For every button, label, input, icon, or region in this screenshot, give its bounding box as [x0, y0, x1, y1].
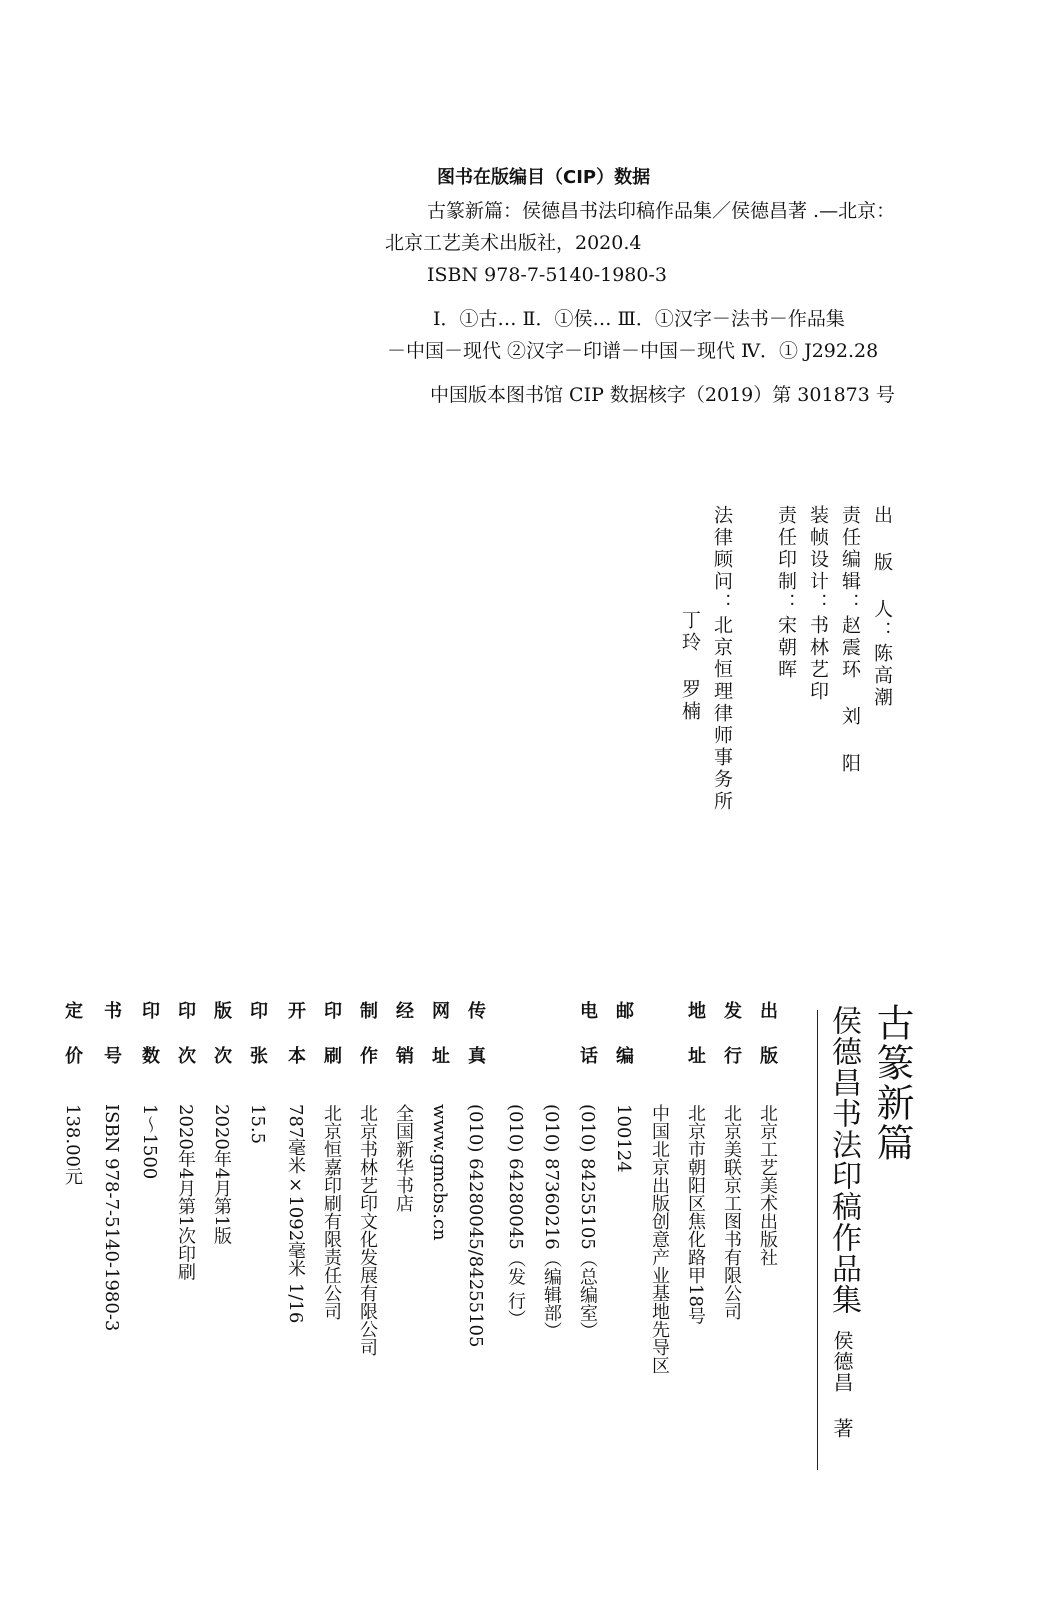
imprint-value-printer: 北京恒嘉印刷有限责任公司: [321, 1104, 342, 1320]
imprint-label-retailer: 经销: [393, 1001, 414, 1091]
staff-lawyers: 丁玲 罗楠: [679, 610, 701, 723]
imprint-value-publisher: 北京工艺美术出版社: [757, 1104, 778, 1266]
imprint-label-phone: 电话: [577, 1001, 598, 1091]
staff-legal-counsel: 法律顾问：北京恒理律师事务所: [711, 505, 733, 813]
imprint-value-website: www.gmcbs.cn: [429, 1104, 450, 1241]
cip-title: 图书在版编目（CIP）数据: [437, 167, 651, 188]
imprint-label-isbn: 书号: [101, 1001, 122, 1091]
imprint-label-printer: 印刷: [321, 1001, 342, 1091]
imprint-label-distributor: 发行: [721, 1001, 742, 1091]
imprint-label-postcode: 邮编: [613, 1001, 634, 1091]
book-author: 侯德昌 著: [830, 1330, 854, 1439]
imprint-value-retailer: 全国新华书店: [393, 1104, 414, 1212]
imprint-value-isbn: ISBN 978-7-5140-1980-3: [101, 1104, 122, 1332]
imprint-label-website: 网址: [429, 1001, 450, 1091]
imprint-label-format: 开本: [285, 1001, 306, 1091]
cip-line-1: 古篆新篇：侯德昌书法印稿作品集／侯德昌著 .—北京：: [427, 200, 896, 222]
cip-line-2: 北京工艺美术出版社，2020.4: [385, 232, 642, 254]
imprint-value-phone-1: (010) 84255105（总编室）: [577, 1104, 598, 1340]
imprint-label-price: 定价: [62, 1001, 83, 1091]
imprint-label-production: 制作: [357, 1001, 378, 1091]
imprint-value-address: 北京市朝阳区焦化路甲18号: [685, 1104, 706, 1325]
imprint-value-price: 138.00元: [62, 1104, 83, 1185]
book-subtitle: 侯德昌书法印稿作品集: [826, 1005, 861, 1315]
cip-line-5: －中国－现代 ②汉字－印谱－中国－现代 Ⅳ．① J292.28: [387, 340, 879, 362]
title-divider: [817, 1010, 818, 1470]
imprint-label-sheets: 印张: [247, 1001, 268, 1091]
imprint-value-format: 787毫米×1092毫米 1/16: [285, 1104, 306, 1324]
imprint-label-print-run: 印数: [139, 1001, 160, 1091]
imprint-label-fax: 传真: [465, 1001, 486, 1091]
imprint-value-fax: (010) 64280045/84255105: [465, 1104, 486, 1348]
cip-line-3: ISBN 978-7-5140-1980-3: [427, 264, 667, 286]
imprint-value-print-run: 1～1500: [139, 1104, 160, 1180]
cip-line-4: Ⅰ．①古… Ⅱ．①侯… Ⅲ．①汉字－法书－作品集: [433, 308, 845, 330]
imprint-label-publisher: 出版: [757, 1001, 778, 1091]
imprint-value-postcode: 100124: [613, 1104, 634, 1173]
imprint-value-printing: 2020年4月第1次印刷: [175, 1104, 196, 1281]
imprint-value-sheets: 15.5: [247, 1104, 268, 1145]
imprint-label-edition: 版次: [211, 1001, 232, 1091]
imprint-label-address: 地址: [685, 1001, 706, 1091]
imprint-value-phone-3: (010) 64280045（发 行）: [505, 1104, 526, 1328]
staff-designer: 装帧设计：书林艺印: [807, 505, 829, 703]
imprint-value-distributor: 北京美联京工图书有限公司: [721, 1104, 742, 1320]
imprint-value-edition: 2020年4月第1版: [211, 1104, 232, 1245]
staff-publisher: 出 版 人：陈高潮: [871, 505, 893, 709]
staff-editor: 责任编辑：赵震环 刘 阳: [839, 505, 861, 775]
imprint-value-production: 北京书林艺印文化发展有限公司: [357, 1104, 378, 1356]
book-title: 古篆新篇: [870, 1003, 914, 1163]
cip-line-6: 中国版本图书馆 CIP 数据核字（2019）第 301873 号: [430, 384, 895, 406]
imprint-value-address-2: 中国北京出版创意产业基地先导区: [649, 1104, 670, 1374]
imprint-value-phone-2: (010) 87360216（编辑部）: [541, 1104, 562, 1340]
imprint-label-printing: 印次: [175, 1001, 196, 1091]
staff-print-manager: 责任印制：宋朝晖: [775, 505, 797, 681]
